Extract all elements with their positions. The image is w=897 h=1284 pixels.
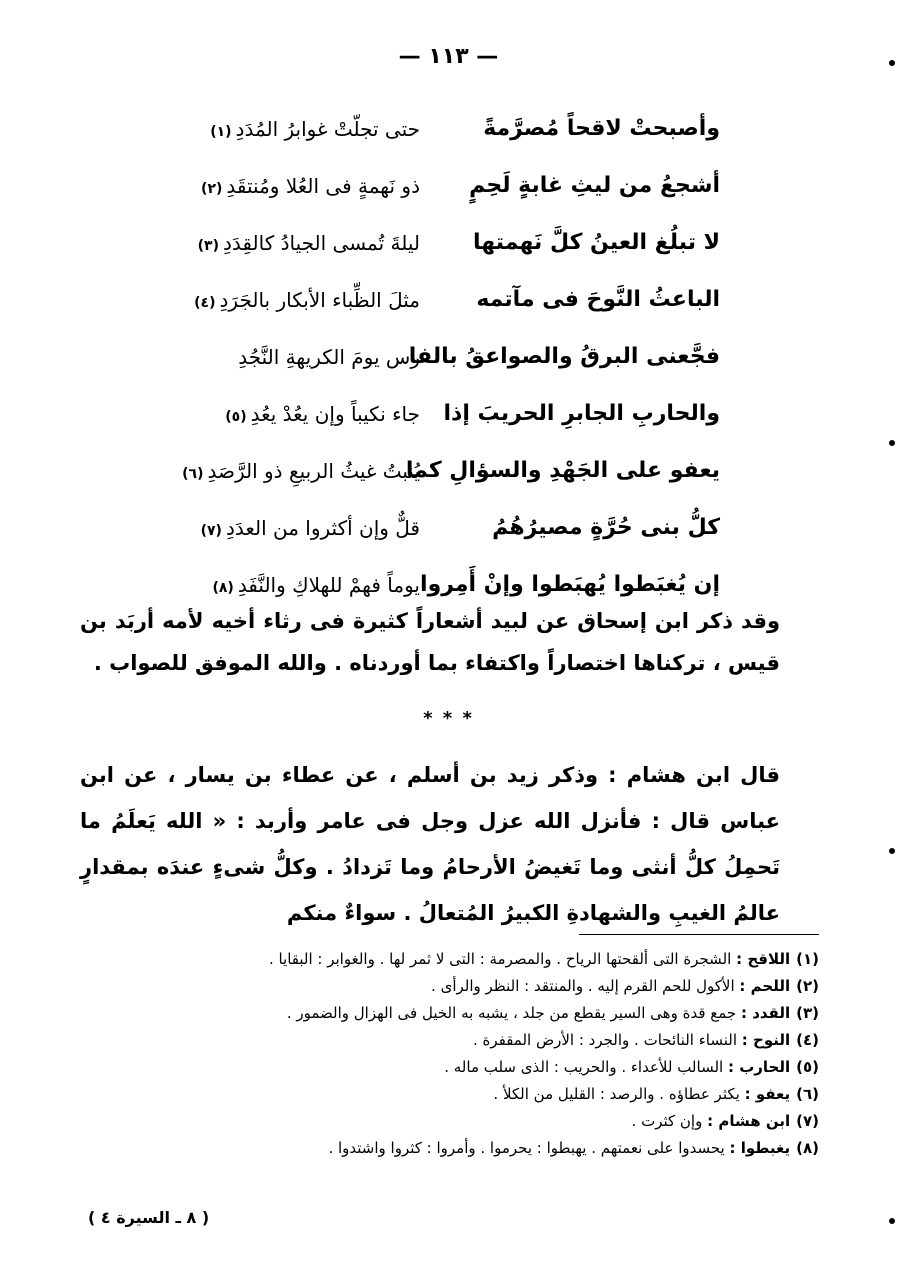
verse-first-hemistich: فجَّعنى البرقُ والصواعقُ بالفا	[408, 344, 720, 369]
verse-first-hemistich: كلُّ بنى حُرَّةٍ مصيرُهُمُ	[492, 515, 720, 540]
verse-second-hemistich	[140, 516, 420, 540]
footnote-text: يكثر عطاؤه . والرصد : القليل من الكلأ .	[493, 1085, 740, 1103]
verse-second-text: جاء نكيباً وإن يعُدْ يعُدِ	[250, 401, 420, 426]
section-separator: * * *	[423, 708, 474, 729]
verse-row	[140, 385, 720, 442]
footnote-number: (٧)	[796, 1112, 819, 1130]
verse-second-hemistich	[140, 345, 420, 369]
footnote-text: يحسدوا على نعمتهم . يهبطوا : يحرموا . وأمروا : كثروا واشتدوا .	[328, 1139, 725, 1157]
verse-row	[140, 214, 720, 271]
footnote-headword: الحارب :	[727, 1058, 791, 1076]
margin-dot	[889, 848, 895, 854]
footnote-headword: ابن هشام :	[707, 1112, 791, 1130]
signature-mark: ( ٨ ـ السيرة ٤ )	[88, 1208, 210, 1227]
verse-second-hemistich	[140, 231, 420, 255]
verse-row	[140, 100, 720, 157]
footnote-item	[159, 1108, 819, 1135]
footnote-rule	[579, 934, 819, 935]
footnote-headword: النوح :	[741, 1031, 791, 1049]
footnote-item	[159, 1027, 819, 1054]
footnote-headword: القدد :	[740, 1004, 791, 1022]
verse-second-text: حتى تجلّتْ غوابرُ المُدَدِ	[235, 116, 420, 141]
footnote-ref: (٣)	[197, 237, 219, 254]
footnote-headword: يغبطوا :	[729, 1139, 791, 1157]
prose-paragraph-2: قال ابن هشام : وذكر زيد بن أسلم ، عن عطاء بن يسار ، عن ابن عباس قال : فأنزل الله عزل وجل فى عامر وأربد : « الله يَعلَمُ ما تَحمِلُ كلُّ أنثى وما تَغيضُ الأرحامُ وما تَزدادُ . وكلُّ شىءٍ عندَه بمقدارٍ عالمُ الغيبِ والشهادةِ الكبيرُ المُتعالُ . سواءٌ منكم	[80, 763, 780, 925]
footnote-number: (٣)	[796, 1004, 819, 1022]
footnote-headword: اللحم :	[739, 977, 791, 995]
verse-first-hemistich: إن يُغبَطوا يُهبَطوا وإنْ أَمِروا	[420, 572, 720, 597]
footnote-number: (٢)	[796, 977, 819, 995]
footnote-headword: اللاقح :	[736, 950, 791, 968]
verse-second-text: قلٌّ وإن أكثروا من العدَدِ	[225, 515, 420, 540]
verse-second-text: ليلةَ تُمسى الجيادُ كالقِدَدِ	[222, 230, 420, 255]
footnote-text: الشجرة التى ألقحتها الرياح . والمصرمة : التى لا ثمر لها . والغوابر : البقايا .	[268, 950, 732, 968]
footnote-number: (٨)	[796, 1139, 819, 1157]
verse-first-hemistich: أشجعُ من ليثِ غابةٍ لَحِمٍ	[469, 173, 720, 198]
verse-second-hemistich	[140, 402, 420, 426]
footnote-text: النساء النائحات . والجرد : الأرض المقفرة .	[472, 1031, 737, 1049]
footnote-ref: (٦)	[182, 465, 204, 482]
verse-first-hemistich: يعفو على الجَهْدِ والسؤالِ كما	[405, 458, 720, 483]
page-number: — ١١٣ —	[398, 44, 499, 69]
verse-first-hemistich: الباعثُ النَّوحَ فى مآتمه	[476, 287, 720, 312]
footnote-item	[159, 1000, 819, 1027]
verse-row	[140, 271, 720, 328]
footnote-text: الأكول للحم القرم إليه . والمنتقد : النظر والرأى .	[431, 977, 735, 995]
verse-second-hemistich	[140, 288, 420, 312]
footnote-ref: (٢)	[201, 180, 223, 197]
footnote-number: (٤)	[796, 1031, 819, 1049]
verse-first-hemistich: وأصبحتْ لاقحاً مُصرَّمةً	[483, 116, 720, 141]
footnote-item	[159, 1135, 819, 1162]
verse-second-hemistich	[140, 174, 420, 198]
verse-second-text: يوماً فهمْ للهلاكِ والنَّفَدِ	[237, 572, 420, 597]
verse-first-hemistich: لا تبلُغ العينُ كلَّ نَهمتها	[473, 230, 720, 255]
verse-first-hemistich: والحاربِ الجابرِ الحريبَ إذا	[443, 401, 720, 426]
verse-row	[140, 328, 720, 385]
footnote-number: (٦)	[796, 1085, 819, 1103]
margin-dot	[889, 1218, 895, 1224]
verse-second-hemistich	[140, 459, 420, 483]
poem-verses	[140, 100, 720, 613]
footnote-ref: (١)	[210, 123, 232, 140]
verse-second-text: مثلَ الظِّباء الأبكار بالجَرَدِ	[219, 287, 420, 312]
prose-paragraph-1: وقد ذكر ابن إسحاق عن لبيد أشعاراً كثيرة فى رثاء أخيه لأمه أربَد بن قيس ، تركناها اختصاراً واكتفاء بما أوردناه . والله الموفق للصواب .	[80, 609, 780, 675]
verse-second-hemistich	[140, 573, 420, 597]
margin-dot	[889, 440, 895, 446]
footnote-item	[159, 1081, 819, 1108]
footnote-ref: (٥)	[225, 408, 247, 425]
margin-dot	[889, 60, 895, 66]
footnote-number: (٥)	[796, 1058, 819, 1076]
footnote-ref: (٧)	[200, 522, 222, 539]
footnotes	[159, 946, 819, 1162]
verse-row	[140, 442, 720, 499]
verse-second-text: ذو نَهمةٍ فى العُلا ومُنتقَدِ	[226, 173, 420, 198]
footnote-ref: (٨)	[212, 579, 234, 596]
footnote-headword: يعفو :	[744, 1085, 791, 1103]
footnote-item	[159, 1054, 819, 1081]
verse-second-text: رس يومَ الكريهةِ النَّجُدِ	[238, 344, 420, 369]
verse-row	[140, 157, 720, 214]
footnote-number: (١)	[796, 950, 819, 968]
footnote-ref: (٤)	[194, 294, 216, 311]
verse-row	[140, 499, 720, 556]
footnote-text: وإن كثرت .	[631, 1112, 703, 1130]
footnote-item	[159, 973, 819, 1000]
verse-second-text: يُنبتُ غيثُ الربيعِ ذو الرَّصَدِ	[207, 458, 420, 483]
footnote-text: جمع قدة وهى السير يقطع من جلد ، يشبه به الخيل فى الهزال والضمور .	[286, 1004, 737, 1022]
verse-second-hemistich	[140, 117, 420, 141]
footnote-item	[159, 946, 819, 973]
footnote-text: السالب للأعداء . والحريب : الذى سلب ماله .	[444, 1058, 724, 1076]
